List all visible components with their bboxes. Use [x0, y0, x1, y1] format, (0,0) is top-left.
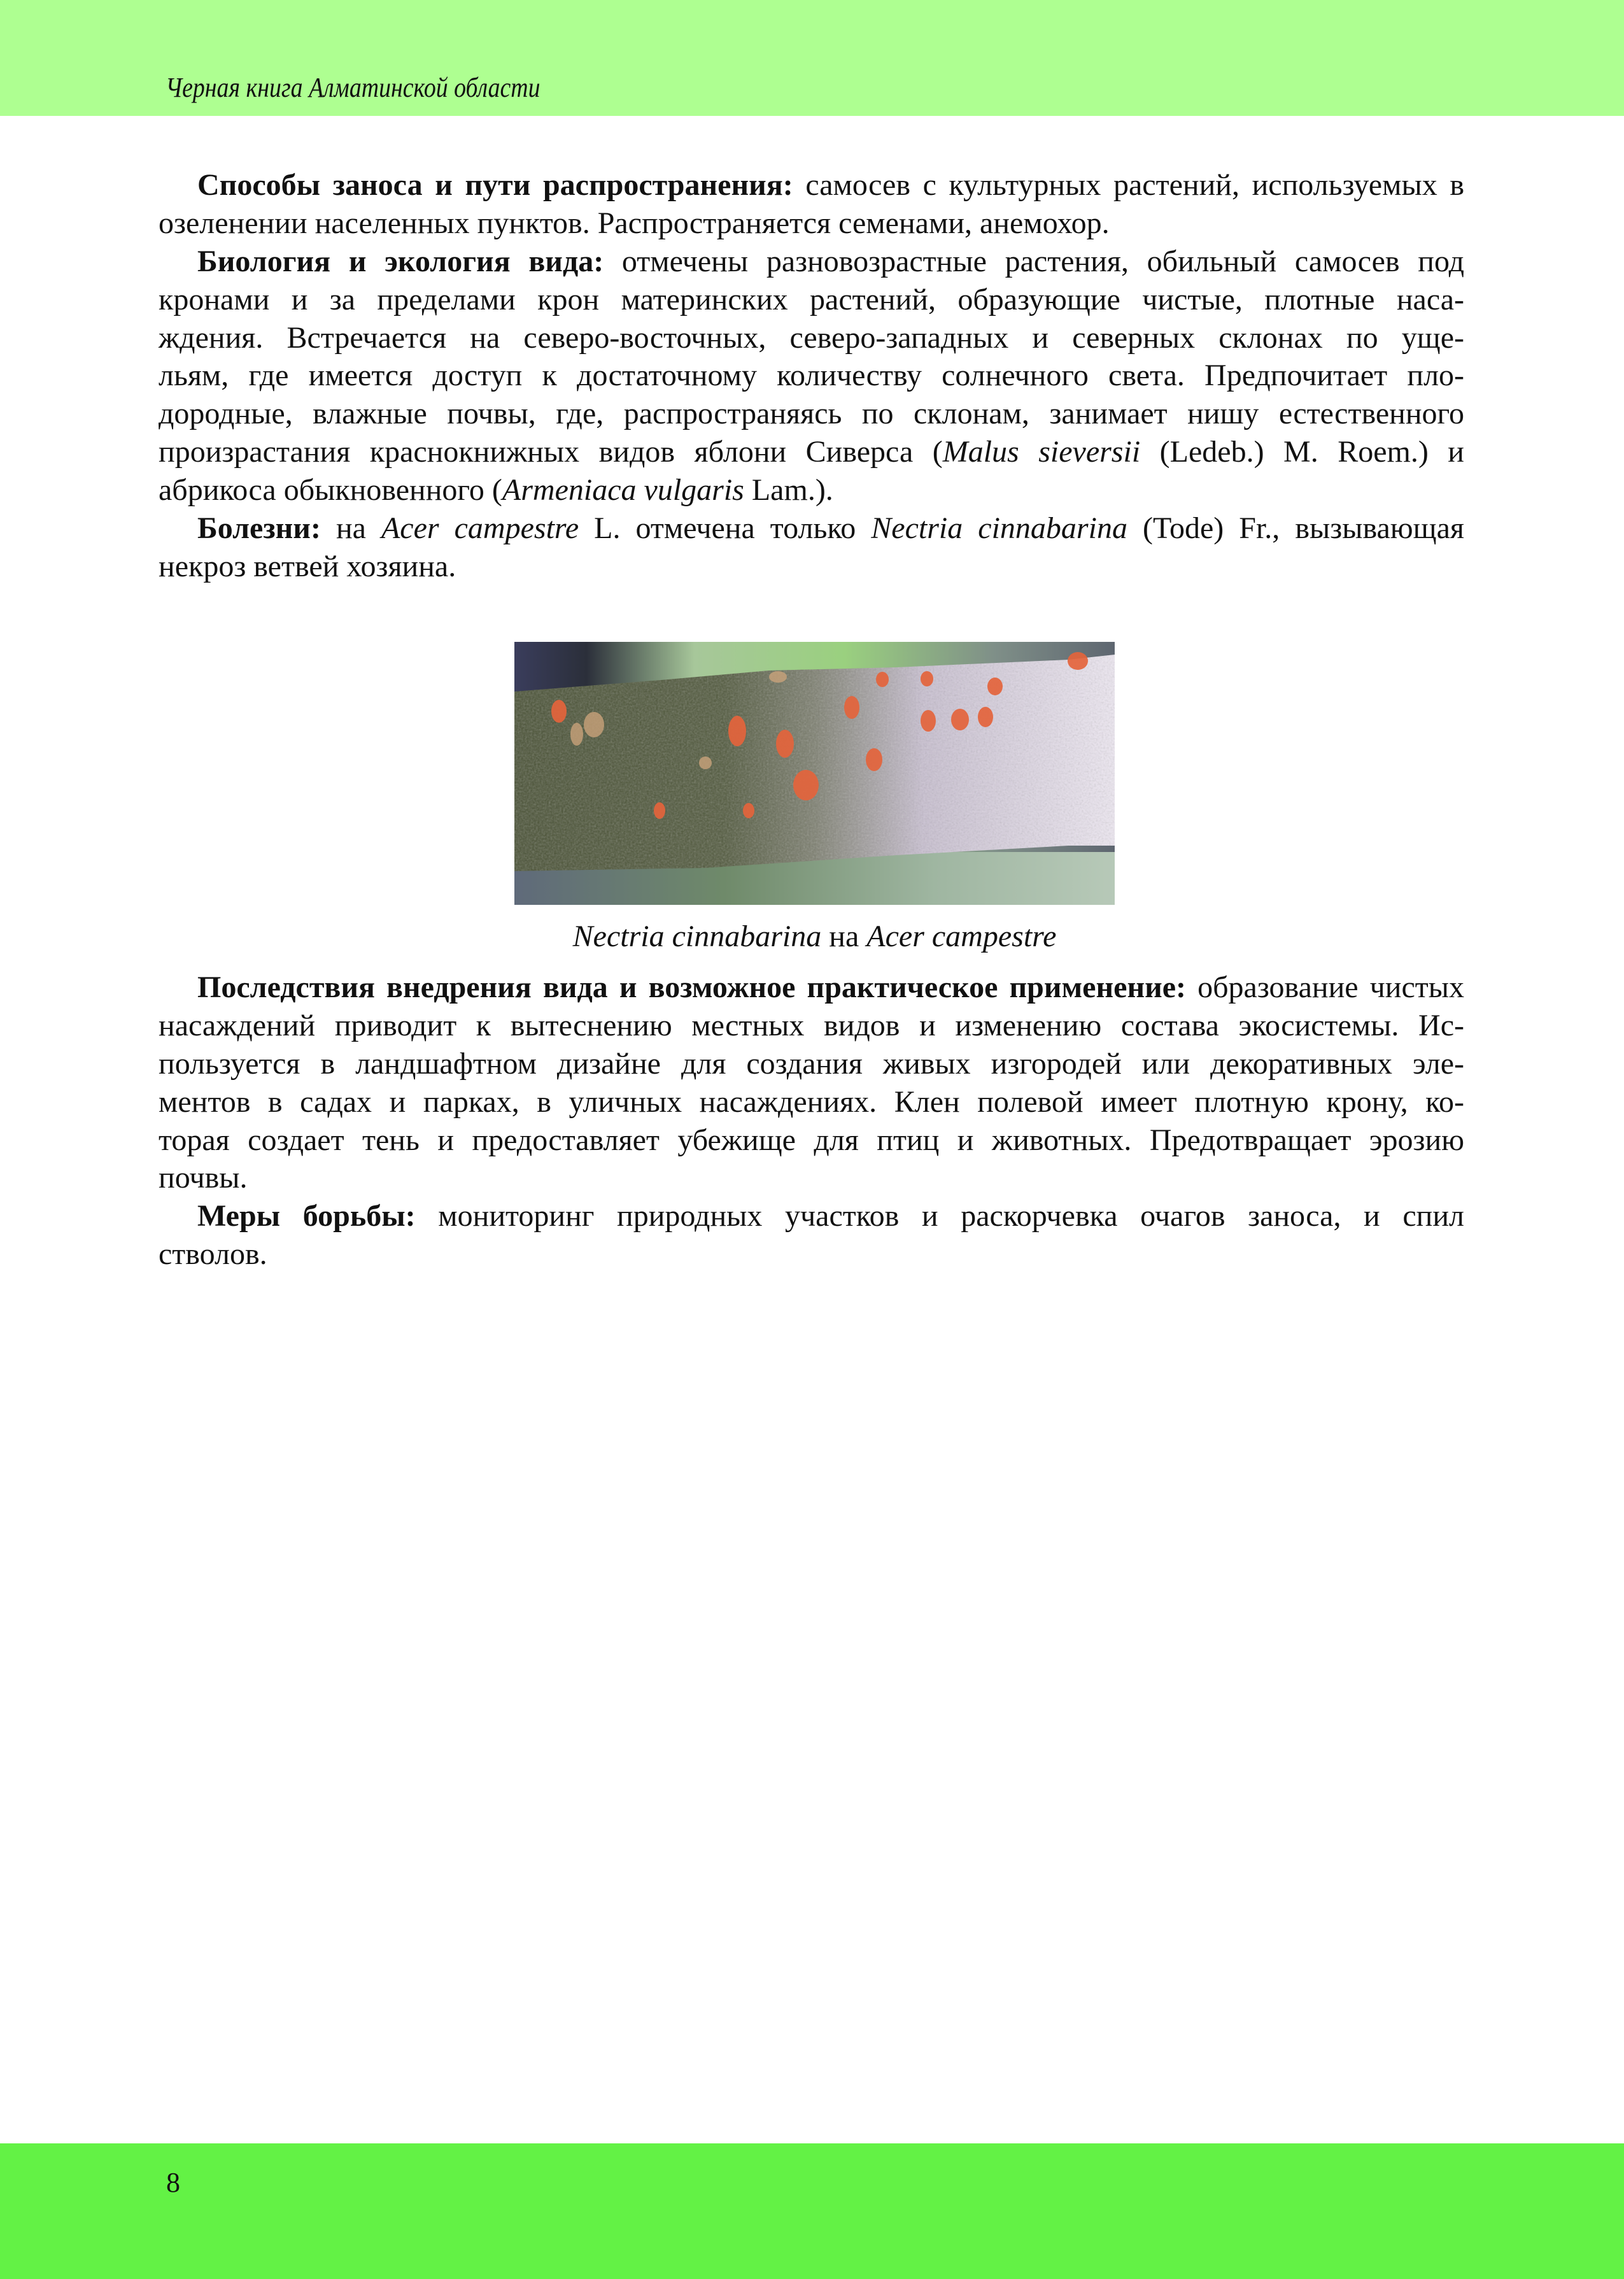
header-band — [0, 0, 1624, 116]
text-line — [159, 1007, 1464, 1045]
text-line — [159, 281, 1464, 319]
body-text: самосев с культурных растений, используемых в — [793, 168, 1464, 202]
caption-text: на — [821, 919, 867, 953]
text-line — [159, 243, 1464, 281]
text-line — [159, 166, 1464, 204]
text-line — [159, 357, 1464, 395]
body-text: отмечены разновозрастные растения, обильный самосев под — [604, 244, 1464, 278]
body-text: ждения. Встречается на северо-восточных, северо-западных и северных склонах по уще- — [159, 320, 1464, 355]
body-text: L. отмечена только — [579, 511, 872, 546]
body-text: озеленении населенных пунктов. Распространяется семенами, анемохор. — [159, 206, 1110, 240]
body-text: дородные, влажные почвы, где, распространяясь по склонам, занимает нишу естественного — [159, 397, 1464, 431]
caption-latin-name: Acer campestre — [866, 919, 1057, 953]
caption-latin-name: Nectria cinnabarina — [572, 919, 822, 953]
bold-heading-text: Способы заноса и пути распространения: — [197, 168, 793, 202]
text-line — [159, 1045, 1464, 1083]
italic-latin-name: Nectria cinnabarina — [871, 511, 1127, 546]
body-text: абрикоса обыкновенного ( — [159, 473, 502, 508]
text-line — [159, 509, 1464, 548]
body-text: на — [320, 511, 381, 546]
text-line — [159, 1197, 1464, 1235]
bold-heading-text: Болезни: — [197, 511, 321, 546]
page-number: 8 — [166, 2167, 180, 2198]
body-text: льям, где имеется доступ к достаточному количеству солнечного света. Предпочитает пло- — [159, 359, 1464, 393]
figure-caption — [514, 918, 1115, 956]
text-line — [159, 471, 1464, 509]
running-header-title: Черная книга Алматинской области — [166, 72, 540, 103]
text-line — [159, 433, 1464, 471]
text-line — [159, 1083, 1464, 1121]
italic-latin-name: Acer campestre — [381, 511, 579, 546]
text-line — [159, 204, 1464, 243]
text-section-introduction-biology-diseases — [159, 166, 1464, 586]
text-line — [159, 1235, 1464, 1274]
text-section-consequences-control — [159, 969, 1464, 1274]
body-text: произрастания краснокнижных видов яблони Сиверса ( — [159, 435, 943, 469]
footer-band — [0, 2143, 1624, 2279]
italic-latin-name: Malus sieversii — [942, 435, 1141, 469]
body-text: Lam.). — [744, 473, 833, 508]
body-text: кронами и за пределами крон материнских растений, образующие чистые, плотные наса- — [159, 282, 1464, 316]
text-line — [159, 395, 1464, 433]
bold-heading-text: Последствия внедрения вида и возможное практическое применение: — [197, 970, 1187, 1004]
body-text: стволов. — [159, 1237, 267, 1272]
bold-heading-text: Меры борьбы: — [197, 1199, 416, 1233]
body-text: (Ledeb.) M. Roem.) и — [1140, 435, 1464, 469]
text-line — [159, 969, 1464, 1007]
text-line — [159, 548, 1464, 586]
body-text: пользуется в ландшафтном дизайне для создания живых изгородей или декоративных эле- — [159, 1046, 1464, 1081]
body-text: образование чистых — [1186, 970, 1464, 1004]
text-line — [159, 1121, 1464, 1160]
body-text: мониторинг природных участков и раскорчевка очагов заноса, и спил — [415, 1199, 1464, 1233]
figure-photo-nectria-on-branch — [514, 642, 1115, 905]
body-text: некроз ветвей хозяина. — [159, 549, 456, 583]
italic-latin-name: Armeniaca vulgaris — [502, 473, 744, 508]
body-text: почвы. — [159, 1161, 248, 1195]
bold-heading-text: Биология и экология вида: — [197, 244, 604, 278]
body-text: насаждений приводит к вытеснению местных видов и изменению состава экосистемы. Ис- — [159, 1008, 1464, 1042]
text-line — [159, 319, 1464, 357]
text-line — [159, 1159, 1464, 1197]
branch-photo-image — [514, 642, 1115, 905]
body-text: ментов в садах и парках, в уличных насаждениях. Клен полевой имеет плотную крону, ко- — [159, 1084, 1464, 1119]
body-text: торая создает тень и предоставляет убежище для птиц и животных. Предотвращает эрозию — [159, 1123, 1464, 1157]
body-text: (Tode) Fr., вызывающая — [1127, 511, 1464, 546]
